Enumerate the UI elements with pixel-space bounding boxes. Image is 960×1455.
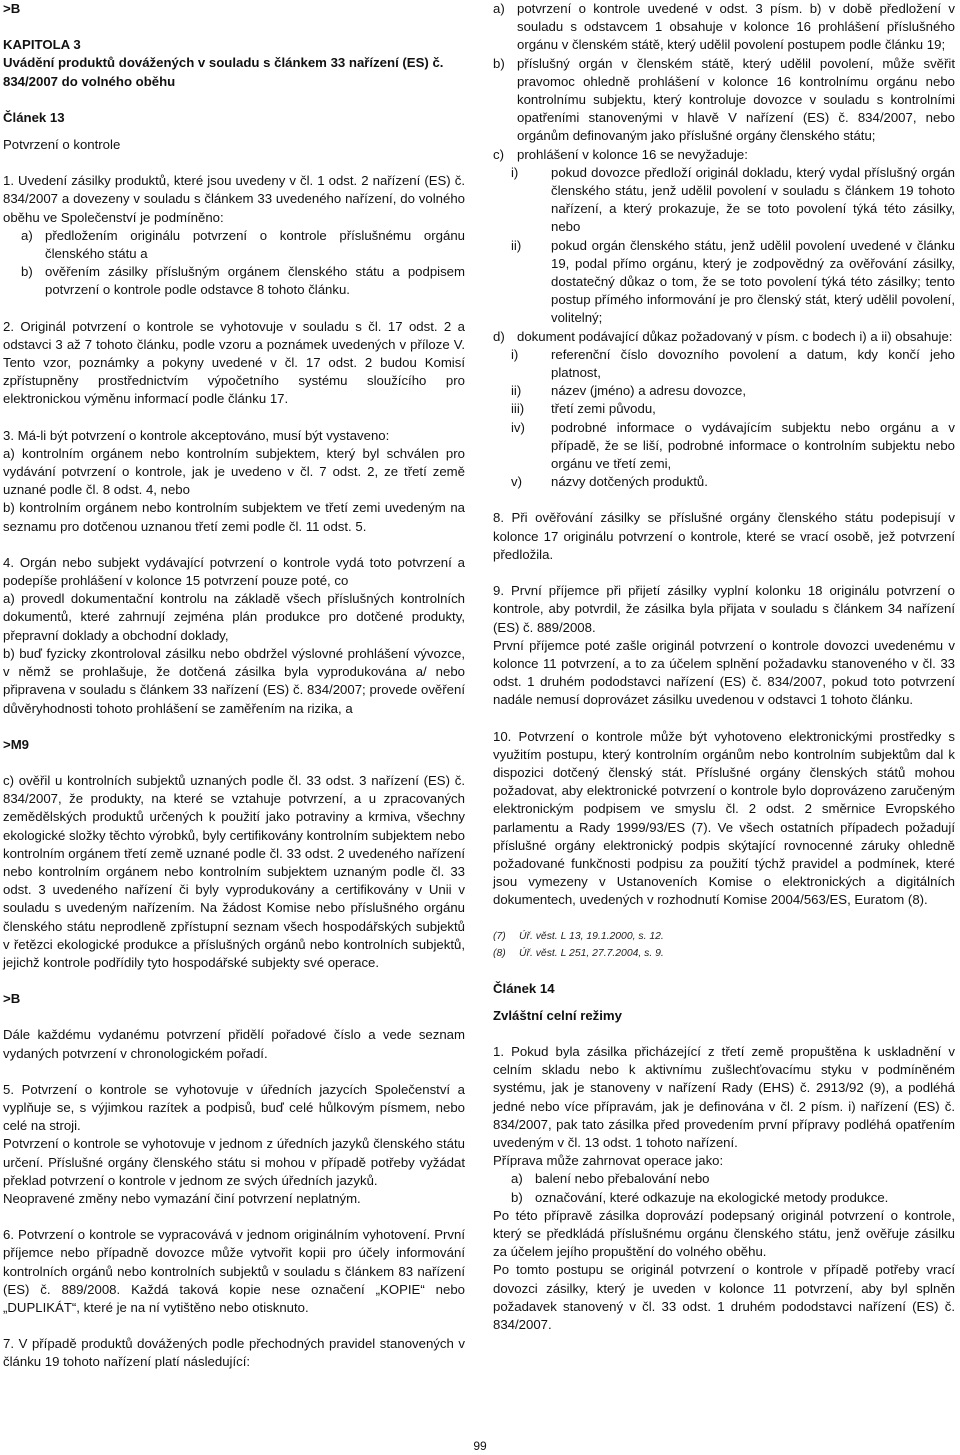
item-text: pokud orgán členského státu, jenž udělil povolení uvedené v článku 19, podal přímo orgánu, který je zodpovědný za ověřování zásilky, dostatečný důkaz o tom, že se toto povolení týká této zásilky; tento postup přímého informování je pro členský stát, který udělil povolení, volitelný;: [551, 237, 955, 326]
item-text: ověřením zásilky příslušným orgánem členského státu a podpisem potvrzení o kontrole podle odstavce 8 tohoto článku.: [45, 264, 465, 298]
paragraph-4-item-b: b) buď fyzicky zkontroloval zásilku nebo obdržel výslovné prohlášení vývozce, v němž se prohlašuje, že dotčená zásilka byla vyprodukována a/ nebo připravena v souladu s článkem 33 nařízení (ES) č. 834/2007; provede ověření důvěryhodnosti tohoto prohlášení se zaměřením na rizika, a: [3, 645, 465, 716]
article-14-return: Po tomto postupu se originál potvrzení o kontrole v případě potřeby vrací dovozci zásilky, který je uveden v kolonce 11 potvrzení, aby byl splněn požadavek stanovený v čl. 33 odst. 1 druhém pododstavci nařízení (ES) č. 834/2007.: [493, 1262, 955, 1332]
paragraph-7-item-d-ii: [493, 382, 955, 400]
article-13-heading: Článek 13: [3, 109, 65, 125]
paragraph-7-item-c-i: [493, 164, 955, 237]
paragraph-1-item-b: [3, 263, 465, 299]
item-label: i): [511, 164, 519, 180]
item-label: b): [21, 264, 33, 280]
paragraph-3-item-b: b) kontrolním orgánem nebo kontrolním subjektem ve třetí zemi uvedeným na seznamu pro dotčenou uznanou třetí zemi podle čl. 11 odst. 5.: [3, 500, 465, 534]
page-number: 99: [473, 1439, 487, 1453]
item-text: podrobné informace o vydávajícím subjektu nebo orgánu a v případě, že se liší, podrobné informace o kontrolním subjektu nebo orgánu ve třetí zemi,: [551, 419, 955, 472]
item-text: předložením originálu potvrzení o kontrole příslušnému orgánu členského státu a: [45, 227, 465, 262]
amendment-marker: >B: [3, 991, 21, 1007]
item-label: d): [493, 328, 505, 344]
item-label: ii): [511, 383, 522, 399]
chapter-title: Uvádění produktů dovážených v souladu s článkem 33 nařízení (ES) č. 834/2007 do volného oběhu: [3, 55, 444, 89]
item-text: názvy dotčených produktů.: [551, 474, 708, 490]
item-text: třetí zemi původu,: [551, 401, 656, 417]
paragraph-7-item-d-v: [493, 473, 955, 491]
amendment-marker: >B: [3, 1, 21, 16]
article-13-title: Potvrzení o kontrole: [3, 137, 121, 153]
article-14-item-a: [493, 1170, 955, 1188]
paragraph-5-validity: Neopravené změny nebo vymazání činí potvrzení neplatným.: [3, 1190, 361, 1206]
item-label: b): [493, 55, 505, 71]
item-text: pokud dovozce předloží originál dokladu, který vydal příslušný orgán členského státu, jenž udělil povolení v souladu s článkem 19 tohoto nařízení, a který prokazuje, že se toto povolení týká této zásilky, nebo: [551, 164, 955, 235]
footnote-text: Úř. věst. L 13, 19.1.2000, s. 12.: [519, 930, 664, 942]
paragraph-4-item-a: a) provedl dokumentační kontrolu na základě všech příslušných kontrolních dokumentů, které zahrnují zejména plán produkce pro dotčené produkty, přepravní doklady a obchodní doklady,: [3, 591, 465, 643]
item-text: potvrzení o kontrole uvedené v odst. 3 písm. b) v době předložení v souladu s odstavcem 1 obsahuje v kolonce 16 prohlášení příslušného orgánu v členském státě, který udělil povolení postupem podle článku 19;: [517, 1, 955, 53]
paragraph-7-item-c-ii: [493, 237, 955, 328]
footnote-label: (7): [493, 930, 506, 942]
item-label: c): [493, 146, 504, 162]
article-14-after-preparation: Po této přípravě zásilka doprovází podepsaný originál potvrzení o kontrole, který se předkládá příslušnému orgánu členského státu, jenž ověřuje zásilku za účelem jejího propuštění do volného oběhu.: [493, 1207, 955, 1260]
item-label: b): [511, 1189, 523, 1205]
paragraph-7-item-d-i: [493, 346, 955, 382]
paragraph-4-tail: Dále každému vydanému potvrzení přidělí pořadové číslo a vede seznam vydaných potvrzení v chronologickém pořadí.: [3, 1027, 465, 1061]
item-label: iii): [511, 401, 525, 417]
paragraph-4-intro: 4. Orgán nebo subjekt vydávající potvrzení o kontrole vydá toto potvrzení a podepíše prohlášení v kolonce 15 potvrzení pouze poté, co: [3, 554, 465, 589]
article-14-title: Zvláštní celní režimy: [493, 1007, 622, 1023]
article-14-item-b: [493, 1189, 955, 1207]
paragraph-10: 10. Potvrzení o kontrole může být vyhotoveno elektronickými prostředky s využitím postupu, který kontrolním orgánům nebo kontrolním subjektům dal k dispozici dotčený členský stát. Příslušné orgány členských států mohou požadovat, aby elektronické potvrzení o kontrole bylo doprovázeno zaručeným elektronickým podpisem ve smyslu čl. 2 odst. 2 směrnice Evropského parlamentu a Rady 1999/93/ES (7). Ve všech ostatních případech požadují příslušné orgány elektronický podpis skýtající rovnocenné záruky ohledně požadované funkčnosti podpisu za použití týchž pravidel a podmínek, které jsou vymezeny v Ustanoveních Komise o elektronických a digitálních dokumentech, uvedených v rozhodnutí Komise 2004/563/ES, Euratom (8).: [493, 728, 955, 908]
item-text: dokument podávající důkaz požadovaný v písm. c bodech i) a ii) obsahuje:: [517, 328, 953, 344]
item-label: a): [511, 1171, 523, 1187]
paragraph-4-item-c: c) ověřil u kontrolních subjektů uznaných podle čl. 33 odst. 3 nařízení (ES) č. 834/2007, že produkty, na které se vztahuje potvrzení, a u zpracovaných zemědělských produktů určených k použití jako potraviny a krmiva, všechny ekologické složky těchto výrobků, byly certifikovány kontrolním subjektem nebo kontrolním orgánem třetí země uznané podle čl. 33 odst. 2 uvedeného nařízení nebo kontrolním orgánem nebo kontrolním subjektem uznaným podle čl. 33 odst. 3 uvedeného nařízení či byly vyprodukovány a certifikovány v Unii v souladu s uvedeným nařízením. Na žádost Komise nebo příslušného orgánu členského státu neprodleně zpřístupní seznam všech hospodářských subjektů v řetězci ekologické produkce a příslušných orgánů nebo kontrolních subjektů, jejichž kontrole podřídily tyto hospodářské subjekty své operace.: [3, 772, 465, 970]
footnote-8: [493, 945, 955, 962]
paragraph-7-item-a: [493, 0, 955, 55]
footnote-text: Úř. věst. L 251, 27.7.2004, s. 9.: [519, 947, 664, 959]
paragraph-7-item-b: [493, 55, 955, 146]
paragraph-3-intro: 3. Má-li být potvrzení o kontrole akceptováno, musí být vystaveno:: [3, 427, 390, 443]
left-column: [3, 0, 465, 1372]
paragraph-7: 7. V případě produktů dovážených podle přechodných pravidel stanovených v článku 19 tohoto nařízení platí následující:: [3, 1336, 465, 1370]
paragraph-2: 2. Originál potvrzení o kontrole se vyhotovuje v souladu s čl. 17 odst. 2 a odstavci 3 až 7 tohoto článku, podle vzoru a poznámek uvedených v příloze V. Tento vzor, poznámky a pokyny uvedené v čl. 17 odst. 2 budou Komisí zpřístupněny prostřednictvím výpočetního systému sloužícího pro elektronickou výměnu informací podle článku 17.: [3, 318, 465, 407]
item-label: a): [493, 1, 505, 16]
paragraph-7-item-c: [493, 146, 955, 164]
footnote-label: (8): [493, 947, 506, 959]
item-label: iv): [511, 419, 525, 435]
paragraph-3-item-a: a) kontrolním orgánem nebo kontrolním subjektem, který byl schválen pro vydávání potvrzení o kontrole, jak je uvedeno v čl. 7 odst. 2, ze třetí země uznané podle čl. 8 odst. 4, nebo: [3, 445, 465, 498]
paragraph-6: 6. Potvrzení o kontrole se vypracovává v jednom originálním vyhotovení. První příjemce nebo případně dovozce může vytvořit kopii pro účely informování kontrolních orgánů nebo kontrolních subjektů v souladu s článkem 83 nařízení (ES) č. 889/2008. Každá taková kopie nese označení „KOPIE“ nebo „DUPLIKÁT“, které je na ní vytištěno nebo otisknuto.: [3, 1227, 465, 1315]
article-14-preparation: Příprava může zahrnovat operace jako:: [493, 1153, 724, 1169]
item-text: název (jméno) a adresu dovozce,: [551, 383, 746, 399]
item-label: ii): [511, 237, 522, 253]
footnote-7: [493, 928, 955, 945]
amendment-marker-m9: >M9: [3, 736, 30, 752]
item-text: prohlášení v kolonce 16 se nevyžaduje:: [517, 146, 748, 162]
item-text: označování, které odkazuje na ekologické metody produkce.: [535, 1189, 889, 1205]
paragraph-9: 9. První příjemce při přijetí zásilky vyplní kolonku 18 originálu potvrzení o kontrole, aby potvrdil, že zásilka byla přijata v souladu s článkem 34 nařízení (ES) č. 889/2008.: [493, 583, 955, 635]
paragraph-1-item-a: [3, 227, 465, 263]
article-14-heading: Článek 14: [493, 980, 555, 996]
right-column: [493, 0, 955, 1334]
item-text: příslušný orgán v členském státě, který udělil povolení, může svěřit pravomoc ohledně prohlášení v kolonce 16 kontrolnímu orgánu nebo kontrolnímu subjektu, který kontroluje dovozce v souladu s kontrolními opatřeními stanovenými v hlavě V nařízení (ES) č. 834/2007, nebo orgánům definovaným jako příslušné orgány členského státu;: [517, 55, 955, 144]
paragraph-7-item-d: [493, 328, 955, 346]
paragraph-5: 5. Potvrzení o kontrole se vyhotovuje v úředních jazycích Společenství a vyplňuje se, s výjimkou razítek a podpisů, buď celé hůlkovým písmem, nebo celé na stroji.: [3, 1081, 465, 1134]
paragraph-1-intro: 1. Uvedení zásilky produktů, které jsou uvedeny v čl. 1 odst. 2 nařízení (ES) č. 834/2007 a dovezeny v souladu s článkem 33 uvedeného nařízení, do volného oběhu ve Společenství je podmíněno:: [3, 173, 465, 225]
item-text: balení nebo přebalování nebo: [535, 1171, 710, 1187]
paragraph-5-language: Potvrzení o kontrole se vyhotovuje v jednom z úředních jazyků členského státu určení. Příslušné orgány členského státu si mohou v případě potřeby vyžádat překlad potvrzení o kontrole v jednom ze svých úředních jazyků.: [3, 1136, 465, 1188]
item-label: v): [511, 474, 522, 490]
article-14-paragraph-1: 1. Pokud byla zásilka přicházející z třetí země propuštěna k uskladnění v celním skladu nebo k aktivnímu zušlechťovacímu styku v podmíněném systému, jak je stanoveny v nařízení Rady (EHS) č. 2913/92 (9), a podléhá jedné nebo více přípravám, jak je definována v čl. 2 písm. i) nařízení (ES) č. 834/2007, pak tato zásilka před provedením první přípravy podléhá opatřením uvedeným v čl. 13 odst. 1 tohoto nařízení.: [493, 1043, 955, 1150]
chapter-heading: KAPITOLA 3: [3, 37, 81, 53]
item-text: referenční číslo dovozního povolení a datum, kdy končí jeho platnost,: [551, 346, 955, 381]
item-label: a): [21, 227, 33, 243]
item-label: i): [511, 346, 519, 362]
paragraph-8: 8. Při ověřování zásilky se příslušné orgány členského státu podepisují v kolonce 17 originálu potvrzení o kontrole, které se vrací osobě, jež potvrzení předložila.: [493, 510, 955, 562]
paragraph-9-forwarding: První příjemce poté zašle originál potvrzení o kontrole dovozci uvedenému v kolonce 11 potvrzení, a to za účelem splnění požadavku stanoveného v čl. 33 odst. 1 druhém pododstavci nařízení (ES) č. 834/2007, pokud toto potvrzení nadále nemusí doprovázet zásilku uvedenou v odstavci 1 tohoto článku.: [493, 637, 955, 708]
paragraph-7-item-d-iv: [493, 419, 955, 474]
paragraph-7-item-d-iii: [493, 400, 955, 418]
